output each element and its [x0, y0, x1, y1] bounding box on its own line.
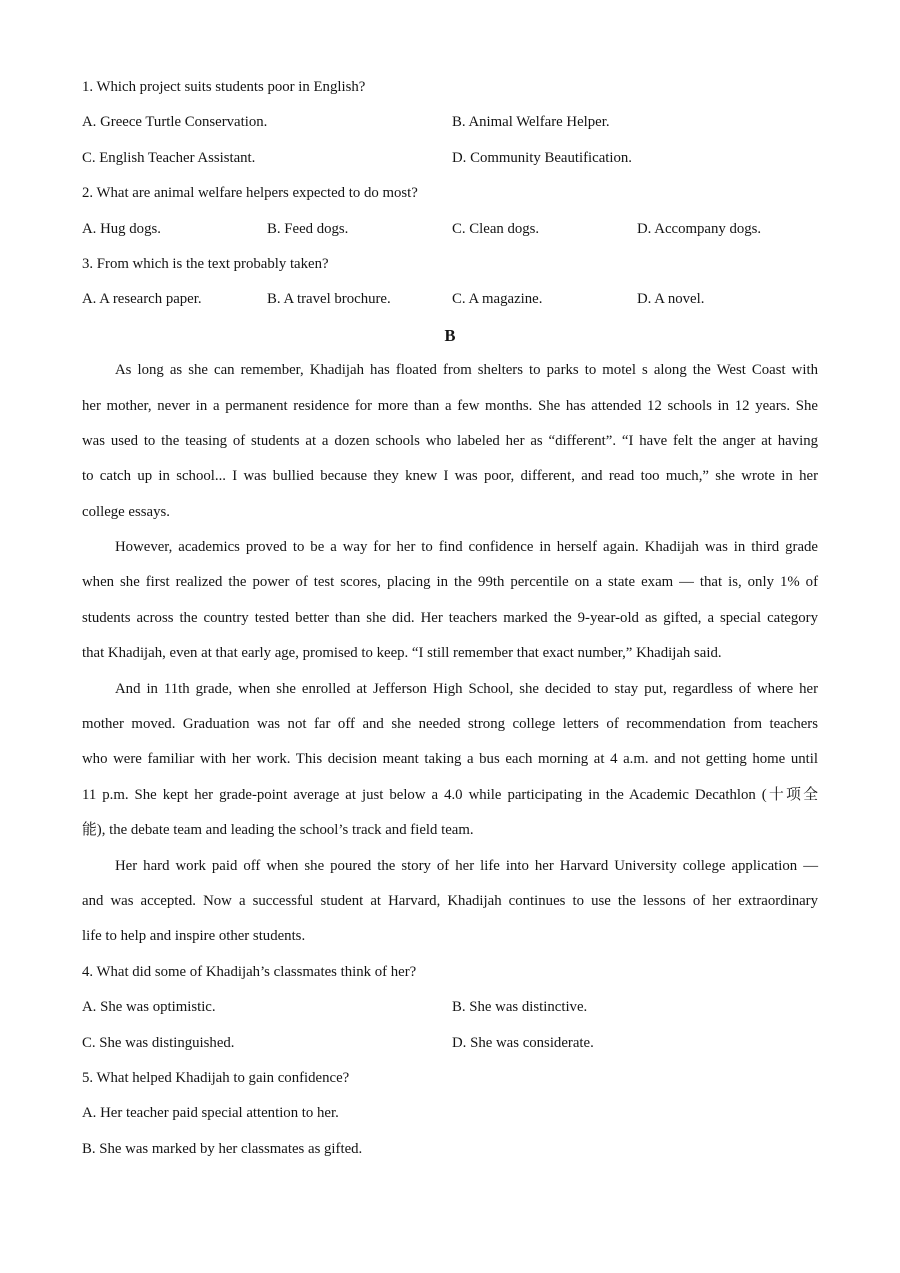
option: B. Animal Welfare Helper. — [452, 114, 610, 131]
paragraph-line: was used to the teasing of students at a dozen schools who labeled her as “different”. “I have felt the anger at having — [82, 432, 818, 449]
question-text: 1. Which project suits students poor in English? — [82, 79, 366, 95]
paragraph-line: students across the country tested better than she did. Her teachers marked the 9-year-old as gifted, a special category — [82, 609, 818, 626]
paragraph-line: her mother, never in a permanent residence for more than a few months. She has attended 12 schools in 12 years. She — [82, 397, 818, 414]
option: A. Hug dogs. — [82, 220, 161, 237]
option: D. Community Beautification. — [452, 149, 633, 166]
paragraph-line: And in 11th grade, when she enrolled at Jefferson High School, she decided to stay put, regardless of where her — [115, 680, 818, 697]
paragraph-line: to catch up in school... I was bullied because they knew I was poor, different, and read too much,” she wrote in her — [82, 468, 818, 485]
paragraph-line: However, academics proved to be a way for her to find confidence in herself again. Khadijah was in third grade — [115, 539, 818, 556]
document-content — [82, 70, 818, 1167]
option: A. Greece Turtle Conservation. — [82, 114, 268, 131]
option: C. A magazine. — [452, 291, 543, 308]
option-row — [82, 1132, 818, 1167]
option-row — [82, 1096, 818, 1131]
option-row — [82, 105, 818, 140]
paragraph-line: 能), the debate team and leading the school’s track and field team. — [82, 822, 474, 839]
option-row — [82, 1026, 818, 1061]
option: A. She was optimistic. — [82, 999, 216, 1016]
paragraph-line: and was accepted. Now a successful student at Harvard, Khadijah continues to use the lessons of her extraordinary — [82, 892, 818, 909]
option-row — [82, 141, 818, 176]
option: B. She was marked by her classmates as gifted. — [82, 1140, 363, 1157]
paragraph-line: who were familiar with her work. This decision meant taking a bus each morning at 4 a.m. and not getting home until — [82, 751, 818, 768]
option-row — [82, 990, 818, 1025]
paragraph-line: life to help and inspire other students. — [82, 928, 306, 945]
option: C. She was distinguished. — [82, 1034, 235, 1051]
paragraph-line: that Khadijah, even at that early age, promised to keep. “I still remember that exact number,” Khadijah said. — [82, 645, 722, 662]
question-text: 4. What did some of Khadijah’s classmates think of her? — [82, 963, 417, 980]
option: D. Accompany dogs. — [637, 220, 762, 237]
paragraph-line: college essays. — [82, 503, 170, 520]
paragraph-line: mother moved. Graduation was not far off and she needed strong college letters of recommendation from teachers — [82, 716, 818, 733]
question-text: 3. From which is the text probably taken? — [82, 255, 329, 272]
option: B. A travel brochure. — [267, 291, 391, 308]
section-header: B — [444, 325, 456, 345]
option: D. A novel. — [637, 291, 705, 308]
question-text: 2. What are animal welfare helpers expected to do most? — [82, 185, 418, 202]
option: D. She was considerate. — [452, 1034, 594, 1051]
paragraph-line: when she first realized the power of test scores, placing in the 99th percentile on a state exam — that is, only 1% of — [82, 574, 818, 591]
option-row — [82, 212, 818, 247]
option: C. English Teacher Assistant. — [82, 149, 256, 166]
option: A. A research paper. — [82, 291, 202, 308]
option: B. Feed dogs. — [267, 220, 349, 237]
option: C. Clean dogs. — [452, 220, 540, 237]
option: B. She was distinctive. — [452, 999, 588, 1016]
paragraph-line: 11 p.m. She kept her grade-point average at just below a 4.0 while participating in the Academic Decathlon (十项全 — [82, 786, 818, 803]
option: A. Her teacher paid special attention to her. — [82, 1105, 339, 1122]
option-row — [82, 282, 818, 317]
question-text: 5. What helped Khadijah to gain confidence? — [82, 1069, 350, 1086]
paragraph-line: As long as she can remember, Khadijah has floated from shelters to parks to motel s along the West Coast with — [115, 362, 818, 379]
paragraph-line: Her hard work paid off when she poured the story of her life into her Harvard University college application — — [115, 857, 818, 874]
